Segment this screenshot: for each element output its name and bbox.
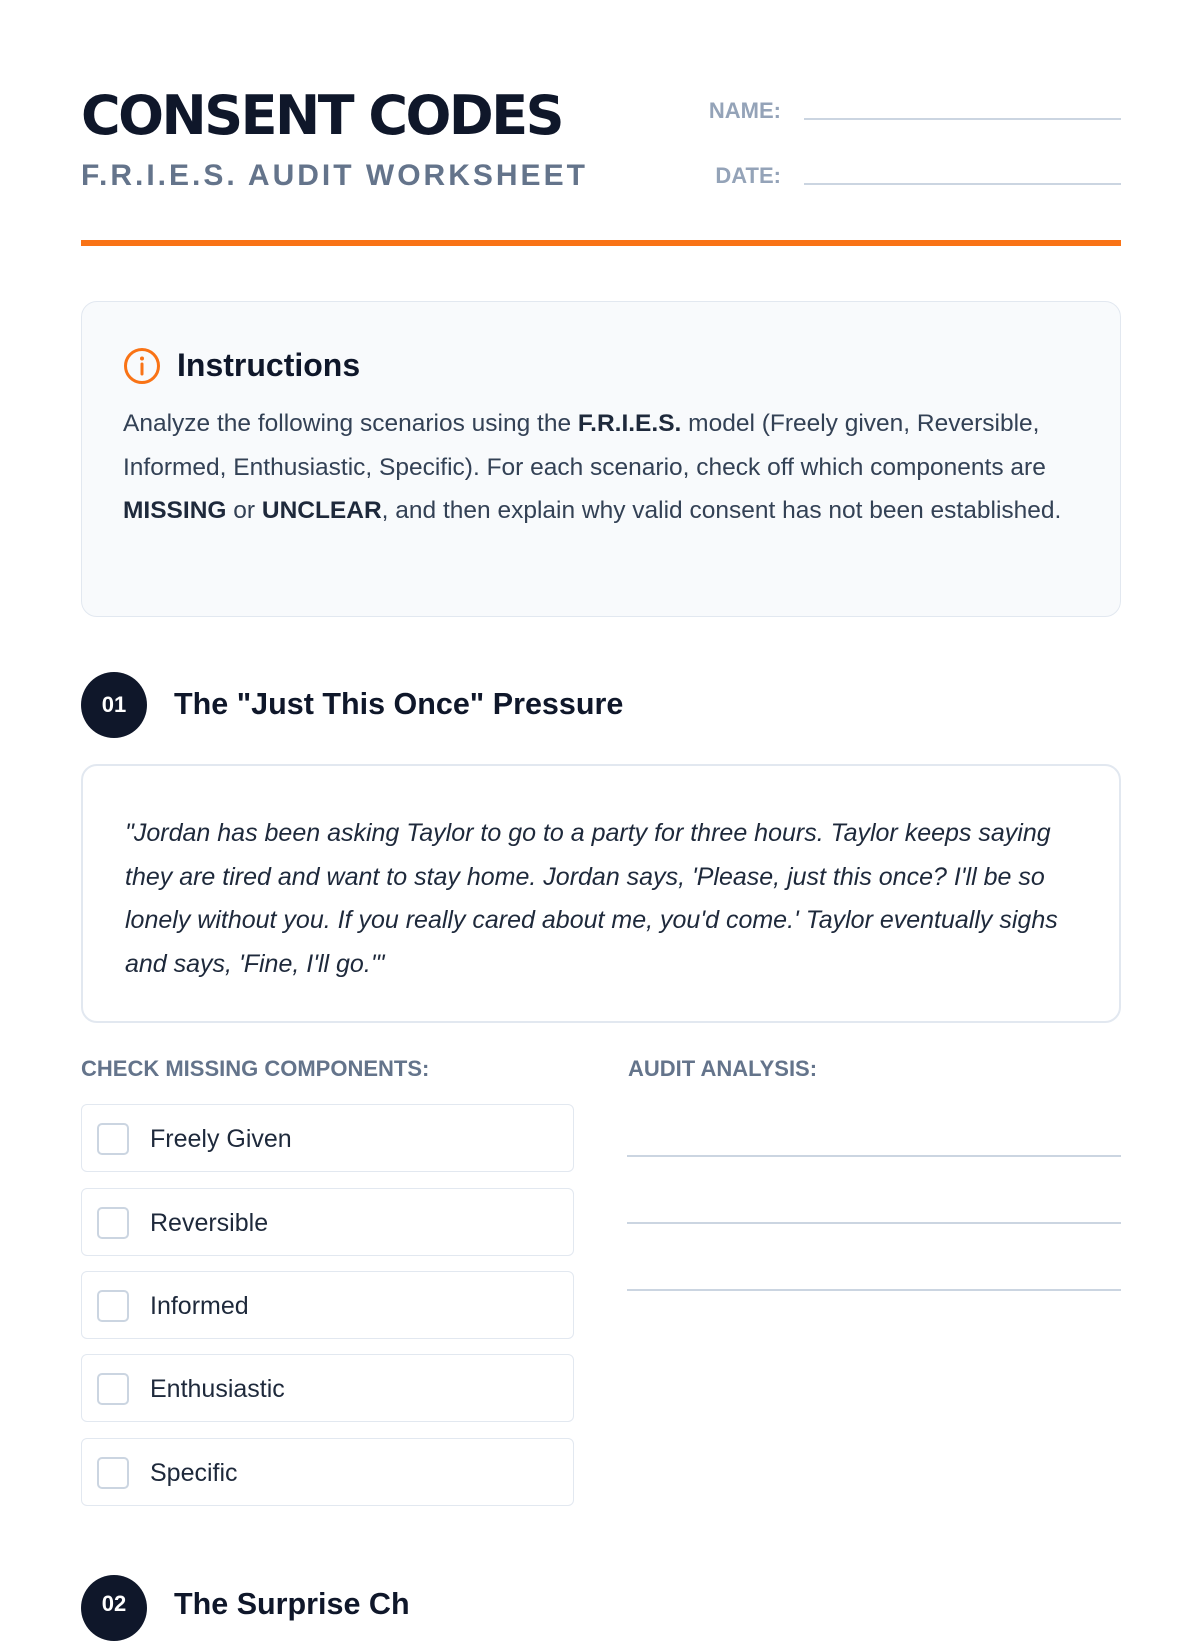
checklist-item-label: Freely Given (150, 1125, 292, 1153)
page-subtitle: F.R.I.E.S. AUDIT WORKSHEET (81, 159, 588, 192)
scenario-title: The Surprise Ch (174, 1587, 410, 1621)
checkbox[interactable] (97, 1123, 129, 1155)
instructions-text: Analyze the following scenarios using the F.R.I.E.S. model (Freely given, Reversible, Informed, Enthusiastic, Specific). For each scenario, check off which components are MISSING or UNCLEAR, and then explain why valid consent has not been established. (123, 410, 1062, 524)
checklist-item-freely-given[interactable] (81, 1104, 574, 1172)
checkbox[interactable] (97, 1457, 129, 1489)
scenario-quote-box (81, 764, 1121, 1023)
checklist-item-label: Specific (150, 1459, 238, 1487)
header-divider (81, 240, 1121, 246)
checklist-item-label: Reversible (150, 1209, 269, 1237)
instructions-title: Instructions (177, 347, 361, 383)
checkbox[interactable] (97, 1373, 129, 1405)
scenario-number-badge: 02 (81, 1575, 147, 1641)
scenario-title: The "Just This Once" Pressure (174, 687, 624, 721)
scenario-quote: "Jordan has been asking Taylor to go to a party for three hours. Taylor keeps saying they are tired and want to stay home. Jordan says, 'Please, just this once? I'll be so lonely without you. If you really cared about me, you'd come.' Taylor eventually sighs and says, 'Fine, I'll go.'" (125, 819, 1058, 978)
checklist-item-informed[interactable] (81, 1271, 574, 1339)
date-label: DATE: (715, 163, 781, 188)
analysis-line[interactable] (627, 1222, 1121, 1224)
date-field[interactable] (804, 183, 1121, 185)
info-icon (123, 347, 161, 385)
name-field[interactable] (804, 118, 1121, 120)
worksheet-header (81, 84, 1121, 204)
instructions-panel (81, 301, 1121, 617)
checklist-item-specific[interactable] (81, 1438, 574, 1506)
checklist-item-label: Informed (150, 1292, 249, 1320)
checklist-label: CHECK MISSING COMPONENTS: (81, 1056, 430, 1081)
page-title: CONSENT CODES (81, 84, 562, 147)
scenario-number-badge: 01 (81, 672, 147, 738)
checkbox[interactable] (97, 1207, 129, 1239)
name-label: NAME: (708, 98, 781, 123)
analysis-label: AUDIT ANALYSIS: (628, 1056, 818, 1081)
checklist-item-reversible[interactable] (81, 1188, 574, 1256)
checklist-item-label: Enthusiastic (150, 1375, 285, 1403)
checkbox[interactable] (97, 1290, 129, 1322)
analysis-line[interactable] (627, 1289, 1121, 1291)
checklist-item-enthusiastic[interactable] (81, 1354, 574, 1422)
analysis-line[interactable] (627, 1155, 1121, 1157)
